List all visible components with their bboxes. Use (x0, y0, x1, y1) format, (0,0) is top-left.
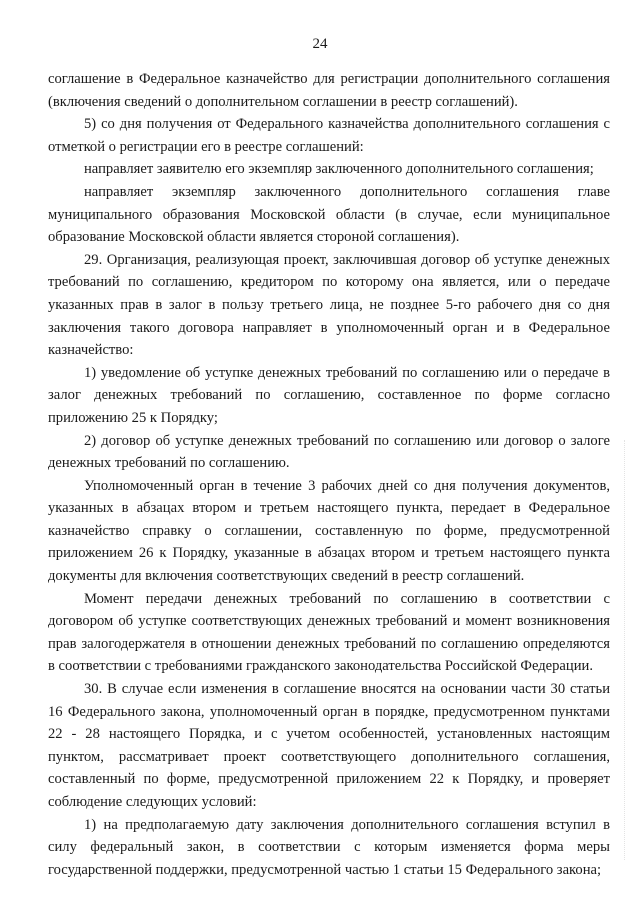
paragraph-authorized-body: Уполномоченный орган в течение 3 рабочих дней со дня получения документов, указанных в абзацах втором и третьем настоящего пункта, передает в Федеральное казначейство справку о соглашении, составленную по форме, предусмотренной приложением 26 к Порядку, указанные в абзацах втором и третьем настоящего пункта документы для включения соответствующих сведений в реестр соглашений. (48, 477, 610, 585)
paragraph-clause-30-item-1: 1) на предполагаемую дату заключения дополнительного соглашения вступил в силу федеральный закон, в соответствии с которым изменяется форма меры государственной поддержки, предусмотренной частью 1 статьи 15 Федерального закона; (48, 816, 610, 878)
scan-edge-mark (624, 440, 626, 860)
paragraph-send-to-applicant: направляет заявителю его экземпляр заключенного дополнительного соглашения; (84, 161, 594, 178)
paragraph-clause-30: 30. В случае если изменения в соглашение вносятся на основании части 30 статьи 16 Федерального закона, уполномоченный орган в порядке, предусмотренном пунктами 22 - 28 настоящего Порядка, и с учетом особенностей, установленных настоящим пунктом, рассматривает проект соответствующего дополнительного соглашения, составленный по форме, предусмотренной приложением 22 к Порядку, и проверяет соблюдение следующих условий: (48, 681, 610, 810)
paragraph-clause-29-item-2: 2) договор об уступке денежных требований по соглашению или договор о залоге денежных требований по соглашению. (48, 432, 610, 472)
page-number: 24 (312, 36, 328, 52)
paragraph-send-to-municipality: направляет экземпляр заключенного дополнительного соглашения главе муниципального образования Московской области (в случае, если муниципальное образование Московской области является стороной соглашения). (48, 183, 610, 246)
paragraph-clause-29: 29. Организация, реализующая проект, заключившая договор об уступке денежных требований по соглашению, кредитором по которому она является, или о передаче указанных прав в залог в пользу третьего лица, не позднее 5-го рабочего дня со дня заключения такого договора направляет в уполномоченный орган и в Федеральное казначейство: (48, 251, 610, 359)
paragraph-clause-29-item-1: 1) уведомление об уступке денежных требований по соглашению или о передаче в залог денежных требований по соглашению, составленное по форме согласно приложению 25 к Порядку; (48, 364, 610, 426)
paragraph-continuation: соглашение в Федеральное казначейство для регистрации дополнительного соглашения (включения сведений о дополнительном соглашении в реестр соглашений). (48, 71, 610, 110)
paragraph-item-5: 5) со дня получения от Федерального казначейства дополнительного соглашения с отметкой о регистрации его в реестре соглашений: (48, 116, 610, 155)
paragraph-transfer-moment: Момент передачи денежных требований по соглашению в соответствии с договором об уступке соответствующих денежных требований и момент возникновения прав залогодержателя в отношении денежных требований по соглашению определяются в соответствии с требованиями гражданского законодательства Российской Федерации. (48, 590, 610, 675)
document-body (48, 68, 610, 881)
